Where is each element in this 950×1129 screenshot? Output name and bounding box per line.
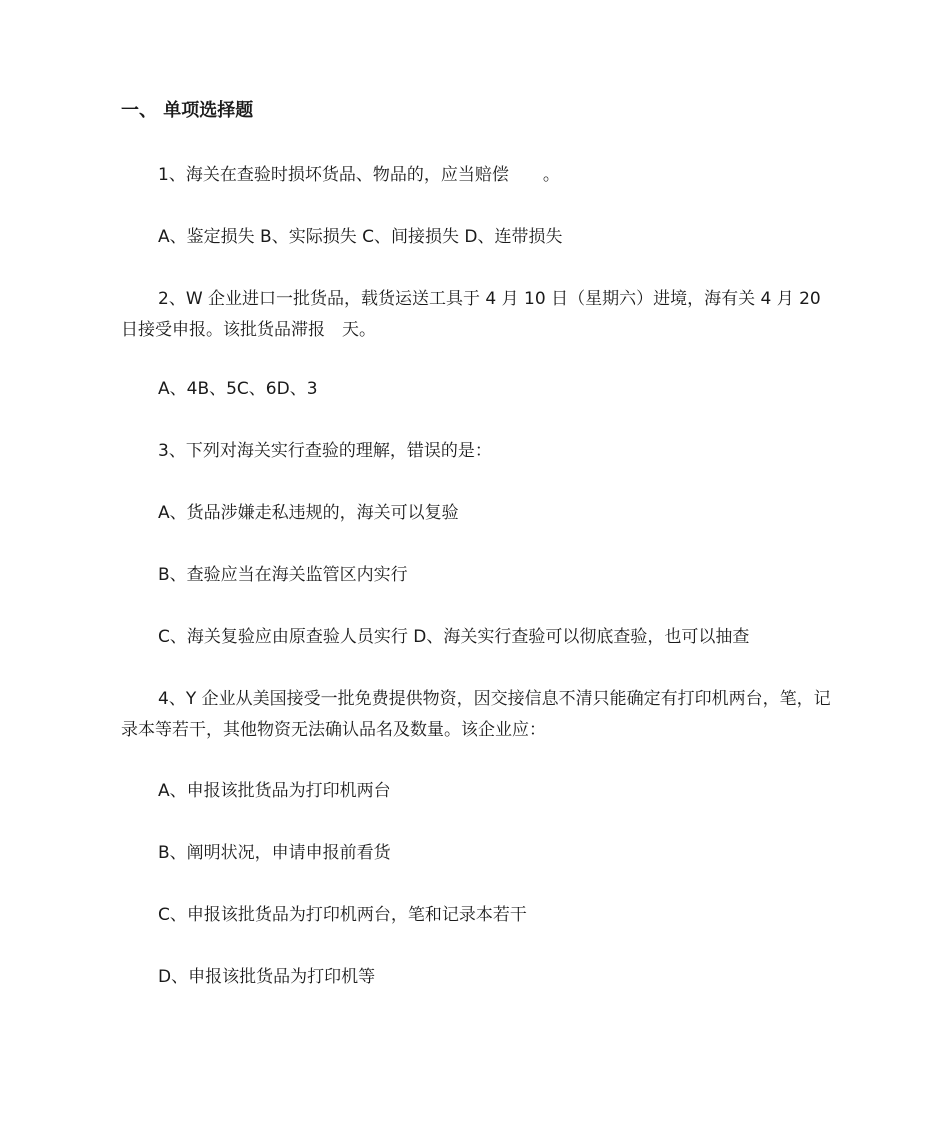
- question-3-stem: 3、下列对海关实行查验的理解，错误的是：: [158, 441, 492, 461]
- question-4-option-b: B、阐明状况，申请申报前看货: [158, 843, 391, 863]
- question-3-option-b: B、查验应当在海关监管区内实行: [158, 565, 408, 585]
- question-4-option-a: A、申报该批货品为打印机两台: [158, 781, 391, 801]
- question-2-options: A、4B、5C、6D、3: [158, 379, 318, 399]
- question-1-options: A、鉴定损失 B、实际损失 C、间接损失 D、连带损失: [158, 227, 563, 247]
- question-2-stem: 2、W 企业进口一批货品，载货运送工具于 4 月 10 日（星期六）进境，海有关 4 月 20 日接受申报。该批货品滞报 天。: [121, 289, 821, 340]
- question-3-option-a: A、货品涉嫌走私违规的，海关可以复验: [158, 503, 459, 523]
- question-1-stem: 1、海关在查验时损坏货品、物品的，应当赔偿 。: [158, 165, 560, 185]
- section-heading: 一、 单项选择题: [121, 100, 254, 121]
- question-4-option-d: D、申报该批货品为打印机等: [158, 967, 376, 987]
- question-4-stem: 4、Y 企业从美国接受一批免费提供物资，因交接信息不清只能确定有打印机两台，笔，记录本等若干，其他物资无法确认品名及数量。该企业应：: [121, 689, 831, 740]
- question-3-option-cd: C、海关复验应由原查验人员实行 D、海关实行查验可以彻底查验，也可以抽查: [158, 627, 750, 647]
- question-4-option-c: C、申报该批货品为打印机两台，笔和记录本若干: [158, 905, 527, 925]
